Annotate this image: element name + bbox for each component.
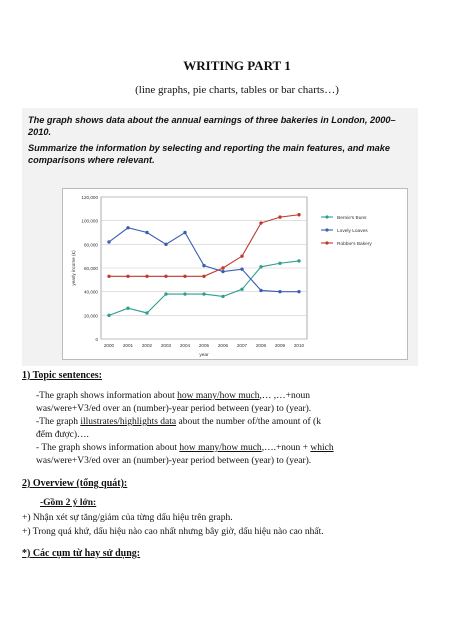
legend-marker	[325, 228, 328, 231]
legend-label: Bernie's Buns	[337, 215, 367, 221]
data-point	[164, 292, 167, 295]
data-point	[202, 275, 205, 278]
data-point	[126, 275, 129, 278]
data-point	[145, 231, 148, 234]
data-point	[297, 290, 300, 293]
data-point	[145, 311, 148, 314]
data-point	[126, 307, 129, 310]
data-point	[240, 288, 243, 291]
topic-line-5: - The graph shows information about how many/how much,….+noun + which	[36, 443, 334, 453]
section-2-heading: 2) Overview (tổng quát):	[22, 478, 128, 489]
data-point	[183, 231, 186, 234]
data-point	[107, 275, 110, 278]
topic-line-3: -The graph illustrates/highlights data about the number of/the amount of (k	[36, 417, 321, 427]
data-point	[221, 266, 224, 269]
x-tick-label: 2005	[198, 343, 210, 348]
task-prompt	[28, 114, 414, 170]
data-point	[297, 213, 300, 216]
topic-line-6: was/were+V3/ed over an (number)-year period between (year) to (year).	[36, 456, 312, 466]
data-point	[145, 275, 148, 278]
data-point	[297, 259, 300, 262]
data-point	[183, 275, 186, 278]
task-panel	[22, 108, 418, 366]
x-tick-label: 2002	[141, 343, 153, 348]
page-subtitle: (line graphs, pie charts, tables or bar charts…)	[135, 84, 339, 96]
overview-subheading: -Gồm 2 ý lớn:	[40, 498, 97, 508]
x-tick-label: 2009	[274, 343, 286, 348]
overview-line-2: +) Trong quá khứ, dấu hiệu nào cao nhất nhưng bây giờ, dấu hiệu nào cao nhất.	[22, 527, 324, 537]
page-title: WRITING PART 1	[183, 58, 291, 73]
legend-label: Lovely Loaves	[337, 228, 368, 234]
data-point	[107, 314, 110, 317]
x-tick-label: 2001	[122, 343, 134, 348]
topic-line-4: đếm được)….	[36, 430, 89, 440]
y-axis-label: yearly income (£)	[71, 250, 76, 286]
topic-line-2: was/were+V3/ed over an (number)-year period between (year) to (year).	[36, 404, 312, 414]
x-tick-label: 2006	[217, 343, 229, 348]
data-point	[126, 226, 129, 229]
y-tick-label: 60,000	[83, 266, 98, 271]
line-chart	[63, 189, 407, 359]
x-tick-label: 2007	[236, 343, 248, 348]
legend-marker	[325, 215, 328, 218]
data-point	[107, 240, 110, 243]
x-tick-label: 2004	[179, 343, 191, 348]
x-tick-label: 2000	[103, 343, 115, 348]
data-point	[278, 262, 281, 265]
data-point	[202, 264, 205, 267]
task-instruction: Summarize the information by selecting and reporting the main features, and make comparisons where relevant.	[28, 143, 390, 165]
data-point	[240, 267, 243, 270]
data-point	[221, 270, 224, 273]
legend-marker	[325, 241, 328, 244]
x-tick-label: 2010	[293, 343, 305, 348]
data-point	[259, 221, 262, 224]
y-tick-label: 100,000	[81, 218, 98, 224]
data-point	[259, 289, 262, 292]
y-tick-label: 40,000	[83, 289, 98, 295]
topic-line-1: -The graph shows information about how many/how much,… ,…+noun	[36, 391, 310, 401]
y-tick-label: 80,000	[83, 242, 98, 248]
x-tick-label: 2003	[160, 343, 172, 348]
y-tick-label: 120,000	[81, 195, 98, 200]
y-tick-label: 0	[95, 337, 98, 342]
task-description: The graph shows data about the annual earnings of three bakeries in London, 2000–2010.	[28, 115, 396, 137]
chart-frame	[62, 188, 408, 360]
data-point	[202, 292, 205, 295]
x-tick-label: 2008	[255, 343, 267, 348]
section-3-heading: *) Các cụm từ hay sử dụng:	[22, 548, 141, 559]
data-point	[183, 292, 186, 295]
data-point	[259, 265, 262, 268]
data-point	[164, 275, 167, 278]
section-1-heading: 1) Topic sentences:	[22, 370, 102, 381]
data-point	[278, 215, 281, 218]
legend-label: Robbie's Bakery	[337, 241, 372, 247]
data-point	[164, 243, 167, 246]
data-point	[221, 295, 224, 298]
overview-line-1: +) Nhận xét sự tăng/giảm của từng dấu hiệu trên graph.	[22, 513, 233, 523]
data-point	[240, 254, 243, 257]
data-point	[278, 290, 281, 293]
y-tick-label: 20,000	[83, 313, 98, 319]
x-axis-label: year	[199, 353, 209, 358]
